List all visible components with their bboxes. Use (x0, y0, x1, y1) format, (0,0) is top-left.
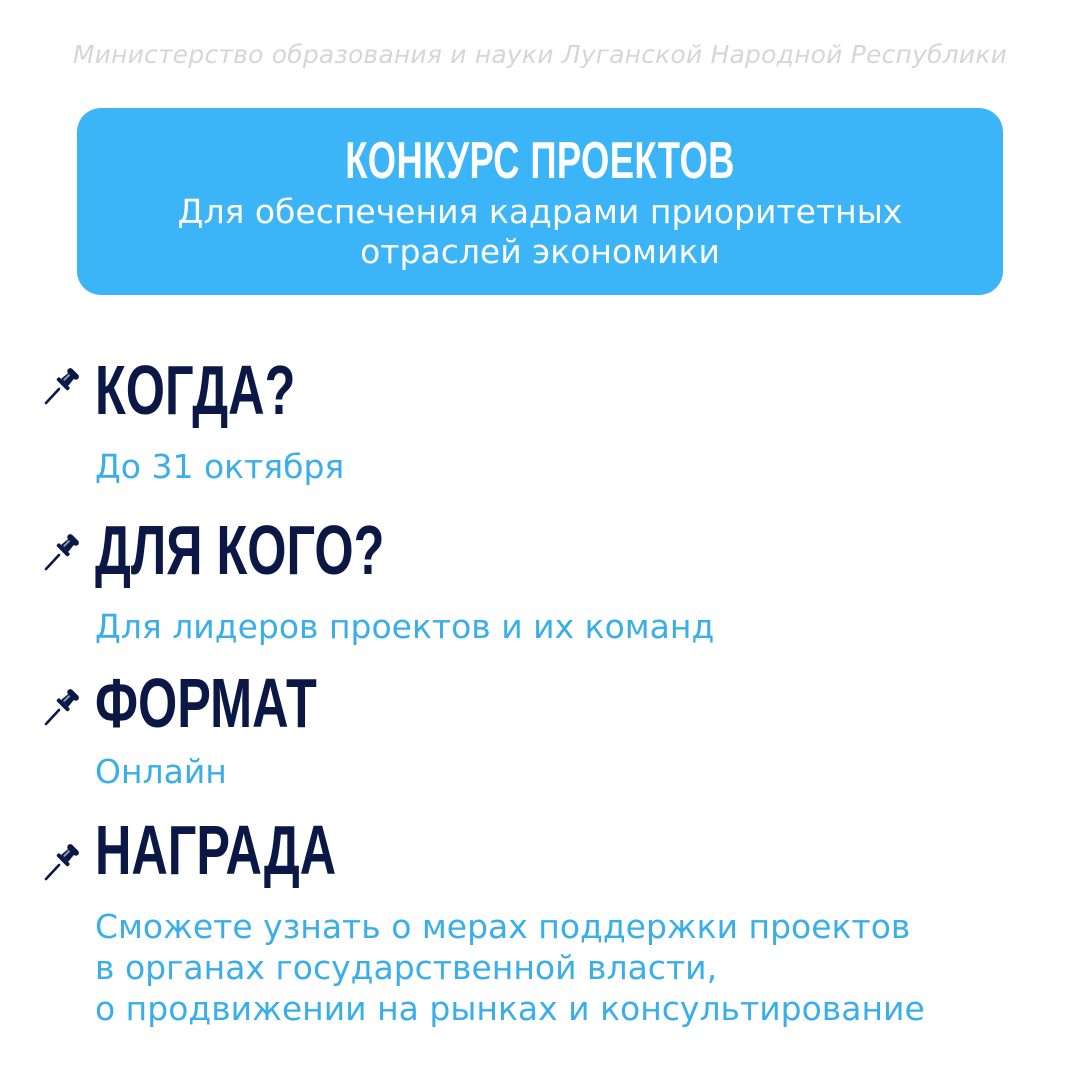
pushpin-icon (42, 363, 82, 407)
section-text: До 31 октября (95, 447, 345, 486)
pushpin-icon (42, 529, 82, 573)
banner-subtitle-line: Для обеспечения кадрами приоритетных (177, 192, 903, 231)
section-text: Сможете узнать о мерах поддержки проектов (95, 907, 911, 946)
section-heading: ФОРМАТ (95, 664, 317, 742)
pushpin-icon (42, 839, 82, 883)
section-text: в органах государственной власти, (95, 948, 718, 987)
section-text: Для лидеров проектов и их команд (95, 607, 715, 646)
pushpin-icon (42, 684, 82, 728)
section-heading: ДЛЯ КОГО? (95, 511, 385, 589)
banner-subtitle-line: отраслей экономики (360, 232, 720, 271)
section-text: Онлайн (95, 752, 227, 791)
contest-banner (77, 108, 1003, 295)
banner-title: КОНКУРС ПРОЕКТОВ (345, 132, 735, 190)
section-heading: КОГДА? (95, 351, 296, 429)
section-text: о продвижении на рынках и консультирование (95, 989, 925, 1028)
section-heading: НАГРАДА (95, 811, 337, 889)
banner-subtitle (77, 192, 1003, 272)
ministry-name: Министерство образования и науки Луганской Народной Республики (72, 40, 1008, 69)
